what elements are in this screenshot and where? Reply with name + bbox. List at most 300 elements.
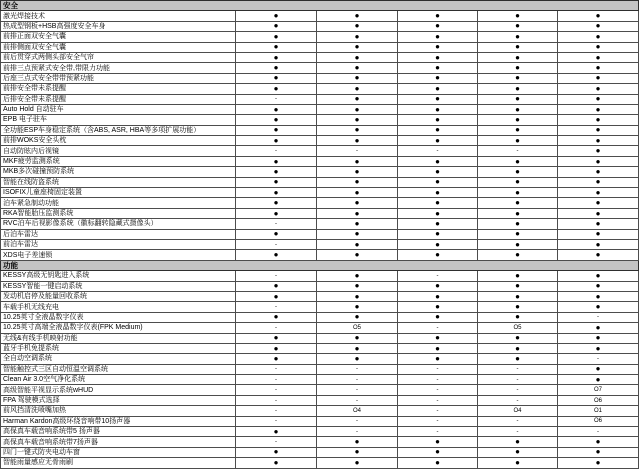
feature-dot: ● bbox=[236, 21, 317, 31]
feature-dot: ● bbox=[558, 21, 639, 31]
table-row bbox=[1, 21, 639, 31]
feature-dot: ● bbox=[236, 198, 317, 208]
table-row bbox=[1, 167, 639, 177]
feature-value: - bbox=[236, 395, 317, 405]
feature-value: - bbox=[398, 364, 478, 374]
table-row bbox=[1, 84, 639, 94]
table-row bbox=[1, 52, 639, 62]
feature-label: KESSY智能一键启动系统 bbox=[1, 281, 236, 291]
feature-dot: ● bbox=[398, 32, 478, 42]
feature-dot: ● bbox=[478, 354, 558, 364]
feature-dot: ● bbox=[317, 136, 398, 146]
feature-label: 全自动空调系统 bbox=[1, 354, 236, 364]
feature-dot: ● bbox=[317, 63, 398, 73]
feature-value: - bbox=[236, 146, 317, 156]
feature-value: - bbox=[236, 437, 317, 447]
feature-dot: ● bbox=[236, 115, 317, 125]
feature-dot: ● bbox=[558, 281, 639, 291]
feature-label: 车载手机无线充电 bbox=[1, 302, 236, 312]
feature-dot: ● bbox=[317, 11, 398, 21]
feature-dot: ● bbox=[398, 84, 478, 94]
feature-dot: ● bbox=[236, 104, 317, 114]
feature-dot: ● bbox=[317, 447, 398, 457]
feature-dot: ● bbox=[317, 333, 398, 343]
feature-dot: ● bbox=[317, 125, 398, 135]
feature-dot: ● bbox=[398, 219, 478, 229]
feature-value: - bbox=[478, 364, 558, 374]
feature-dot: ● bbox=[558, 208, 639, 218]
table-row bbox=[1, 323, 639, 333]
table-row bbox=[1, 333, 639, 343]
feature-dot: ● bbox=[398, 63, 478, 73]
feature-dot: ● bbox=[558, 364, 639, 374]
feature-dot: ● bbox=[478, 198, 558, 208]
feature-dot: ● bbox=[398, 447, 478, 457]
feature-dot: ● bbox=[558, 302, 639, 312]
table-row bbox=[1, 104, 639, 114]
feature-value: - bbox=[317, 395, 398, 405]
feature-value: - bbox=[317, 416, 398, 426]
feature-value: - bbox=[398, 146, 478, 156]
feature-dot: ● bbox=[558, 125, 639, 135]
section-title: 安全 bbox=[1, 1, 639, 11]
table-row bbox=[1, 42, 639, 52]
feature-dot: ● bbox=[398, 239, 478, 249]
feature-dot: ● bbox=[558, 146, 639, 156]
table-row bbox=[1, 458, 639, 468]
table-row bbox=[1, 271, 639, 281]
feature-label: 前排安全带未系提醒 bbox=[1, 84, 236, 94]
feature-value: - bbox=[558, 354, 639, 364]
feature-dot: ● bbox=[558, 437, 639, 447]
table-row bbox=[1, 32, 639, 42]
table-row bbox=[1, 115, 639, 125]
feature-label: MKF疲劳监测系统 bbox=[1, 156, 236, 166]
feature-dot: ● bbox=[317, 94, 398, 104]
feature-value: - bbox=[317, 364, 398, 374]
feature-dot: ● bbox=[478, 302, 558, 312]
table-row bbox=[1, 94, 639, 104]
feature-label: 前泊车雷达 bbox=[1, 239, 236, 249]
feature-dot: ● bbox=[478, 271, 558, 281]
feature-dot: ● bbox=[317, 271, 398, 281]
feature-dot: ● bbox=[478, 312, 558, 322]
feature-value: - bbox=[236, 416, 317, 426]
feature-dot: ● bbox=[558, 458, 639, 468]
feature-dot: ● bbox=[558, 104, 639, 114]
feature-dot: ● bbox=[317, 354, 398, 364]
feature-dot: ● bbox=[236, 250, 317, 260]
feature-value: - bbox=[478, 416, 558, 426]
feature-dot: ● bbox=[236, 125, 317, 135]
feature-value: - bbox=[317, 146, 398, 156]
feature-value: - bbox=[317, 375, 398, 385]
feature-dot: ● bbox=[558, 229, 639, 239]
feature-label: Clean Air 3.0空气净化系统 bbox=[1, 375, 236, 385]
feature-dot: ● bbox=[398, 437, 478, 447]
feature-dot: ● bbox=[398, 198, 478, 208]
feature-dot: ● bbox=[317, 177, 398, 187]
feature-dot: ● bbox=[398, 136, 478, 146]
feature-value: - bbox=[236, 219, 317, 229]
feature-label: 后排安全带未系提醒 bbox=[1, 94, 236, 104]
feature-label: 自动防眩内后视镜 bbox=[1, 146, 236, 156]
table-row bbox=[1, 188, 639, 198]
feature-dot: ● bbox=[478, 63, 558, 73]
feature-label: 前后贯穿式两侧头部安全气帘 bbox=[1, 52, 236, 62]
feature-label: 10.25英寸高端全液晶数字仪表(FPK Medium) bbox=[1, 323, 236, 333]
table-row bbox=[1, 364, 639, 374]
feature-dot: ● bbox=[398, 11, 478, 21]
table-row bbox=[1, 302, 639, 312]
feature-dot: ● bbox=[398, 312, 478, 322]
feature-dot: ● bbox=[236, 291, 317, 301]
feature-dot: ● bbox=[236, 11, 317, 21]
table-row bbox=[1, 177, 639, 187]
feature-dot: ● bbox=[478, 42, 558, 52]
table-row bbox=[1, 385, 639, 395]
feature-value: - bbox=[236, 323, 317, 333]
feature-label: 热成型钢板+HSB高强度安全车身 bbox=[1, 21, 236, 31]
feature-dot: ● bbox=[317, 250, 398, 260]
feature-dot: ● bbox=[478, 156, 558, 166]
feature-dot: ● bbox=[236, 333, 317, 343]
feature-dot: ● bbox=[236, 42, 317, 52]
feature-label: RKA智能胎压监测系统 bbox=[1, 208, 236, 218]
feature-value: - bbox=[478, 427, 558, 437]
feature-value: - bbox=[236, 375, 317, 385]
feature-dot: ● bbox=[558, 177, 639, 187]
feature-dot: ● bbox=[558, 167, 639, 177]
feature-dot: ● bbox=[398, 167, 478, 177]
table-row bbox=[1, 395, 639, 405]
feature-label: 高级智能平视显示系统wHUD bbox=[1, 385, 236, 395]
feature-dot: ● bbox=[478, 333, 558, 343]
feature-dot: ● bbox=[236, 458, 317, 468]
feature-dot: ● bbox=[478, 250, 558, 260]
feature-label: MKB多次碰撞预防系统 bbox=[1, 167, 236, 177]
table-row bbox=[1, 198, 639, 208]
feature-value: - bbox=[236, 364, 317, 374]
table-row bbox=[1, 437, 639, 447]
feature-value: - bbox=[236, 239, 317, 249]
feature-dot: ● bbox=[317, 229, 398, 239]
feature-dot: ● bbox=[478, 188, 558, 198]
feature-label: 全功能ESP车身稳定系统（含ABS, ASR, HBA等多项扩展功能） bbox=[1, 125, 236, 135]
feature-dot: ● bbox=[236, 32, 317, 42]
feature-dot: ● bbox=[398, 354, 478, 364]
feature-dot: ● bbox=[317, 42, 398, 52]
feature-value: - bbox=[398, 323, 478, 333]
feature-dot: ● bbox=[236, 136, 317, 146]
feature-label: 10.25英寸全液晶数字仪表 bbox=[1, 312, 236, 322]
feature-value: - bbox=[558, 427, 639, 437]
feature-dot: ● bbox=[236, 427, 317, 437]
feature-dot: ● bbox=[398, 333, 478, 343]
feature-dot: ● bbox=[317, 156, 398, 166]
feature-dot: ● bbox=[478, 21, 558, 31]
feature-dot: ● bbox=[558, 188, 639, 198]
feature-dot: ● bbox=[398, 52, 478, 62]
feature-dot: ● bbox=[558, 447, 639, 457]
feature-dot: ● bbox=[558, 271, 639, 281]
feature-dot: ● bbox=[478, 177, 558, 187]
feature-label: 智能触控式三区自动恒温空调系统 bbox=[1, 364, 236, 374]
feature-dot: ● bbox=[317, 188, 398, 198]
feature-label: Auto Hold 自动驻车 bbox=[1, 104, 236, 114]
feature-dot: ● bbox=[558, 84, 639, 94]
feature-dot: ● bbox=[236, 63, 317, 73]
table-row bbox=[1, 73, 639, 83]
feature-dot: ● bbox=[317, 198, 398, 208]
feature-label: 后座三点式安全带带预紧功能 bbox=[1, 73, 236, 83]
table-row bbox=[1, 406, 639, 416]
feature-dot: ● bbox=[478, 281, 558, 291]
feature-value: O4 bbox=[317, 406, 398, 416]
feature-dot: ● bbox=[398, 21, 478, 31]
feature-dot: ● bbox=[558, 323, 639, 333]
feature-dot: ● bbox=[317, 281, 398, 291]
feature-label: EPB 电子驻车 bbox=[1, 115, 236, 125]
feature-value: O5 bbox=[478, 323, 558, 333]
feature-dot: ● bbox=[398, 458, 478, 468]
feature-dot: ● bbox=[398, 208, 478, 218]
spec-table-body bbox=[1, 1, 639, 469]
feature-dot: ● bbox=[317, 437, 398, 447]
feature-dot: ● bbox=[317, 291, 398, 301]
feature-label: 前排三点预紧式安全带,带限力功能 bbox=[1, 63, 236, 73]
table-row bbox=[1, 219, 639, 229]
feature-dot: ● bbox=[558, 239, 639, 249]
feature-dot: ● bbox=[558, 343, 639, 353]
section-title: 功能 bbox=[1, 260, 639, 270]
feature-dot: ● bbox=[317, 104, 398, 114]
feature-value: - bbox=[478, 146, 558, 156]
section-header-row bbox=[1, 1, 639, 11]
table-row bbox=[1, 146, 639, 156]
feature-value: O6 bbox=[558, 416, 639, 426]
feature-dot: ● bbox=[558, 198, 639, 208]
feature-dot: ● bbox=[558, 94, 639, 104]
feature-value: - bbox=[236, 271, 317, 281]
table-row bbox=[1, 343, 639, 353]
feature-label: 前排侧面双安全气囊 bbox=[1, 42, 236, 52]
feature-dot: ● bbox=[236, 84, 317, 94]
table-row bbox=[1, 427, 639, 437]
feature-dot: ● bbox=[317, 208, 398, 218]
feature-dot: ● bbox=[478, 136, 558, 146]
table-row bbox=[1, 250, 639, 260]
feature-value: - bbox=[478, 395, 558, 405]
feature-label: 高保真车载音响系统带7扬声器 bbox=[1, 437, 236, 447]
feature-dot: ● bbox=[398, 250, 478, 260]
feature-value: - bbox=[478, 385, 558, 395]
feature-dot: ● bbox=[558, 375, 639, 385]
feature-value: - bbox=[478, 375, 558, 385]
feature-dot: ● bbox=[398, 291, 478, 301]
feature-dot: ● bbox=[478, 32, 558, 42]
feature-dot: ● bbox=[236, 281, 317, 291]
feature-value: - bbox=[236, 94, 317, 104]
table-row bbox=[1, 156, 639, 166]
table-row bbox=[1, 11, 639, 21]
table-row bbox=[1, 447, 639, 457]
feature-value: - bbox=[398, 375, 478, 385]
feature-dot: ● bbox=[236, 52, 317, 62]
feature-value: - bbox=[317, 385, 398, 395]
feature-label: 智能在线防盗系统 bbox=[1, 177, 236, 187]
feature-dot: ● bbox=[478, 73, 558, 83]
feature-dot: ● bbox=[398, 302, 478, 312]
feature-dot: ● bbox=[398, 188, 478, 198]
feature-dot: ● bbox=[236, 188, 317, 198]
feature-label: 前排WOKS安全头枕 bbox=[1, 136, 236, 146]
feature-dot: ● bbox=[478, 115, 558, 125]
table-row bbox=[1, 375, 639, 385]
feature-dot: ● bbox=[558, 291, 639, 301]
feature-value: - bbox=[236, 406, 317, 416]
feature-dot: ● bbox=[478, 167, 558, 177]
feature-dot: ● bbox=[478, 437, 558, 447]
feature-dot: ● bbox=[236, 177, 317, 187]
table-row bbox=[1, 416, 639, 426]
feature-dot: ● bbox=[236, 229, 317, 239]
feature-dot: ● bbox=[478, 11, 558, 21]
table-row bbox=[1, 208, 639, 218]
feature-dot: ● bbox=[558, 333, 639, 343]
feature-value: O6 bbox=[558, 395, 639, 405]
feature-label: 前排正面双安全气囊 bbox=[1, 32, 236, 42]
feature-dot: ● bbox=[236, 343, 317, 353]
feature-value: - bbox=[398, 395, 478, 405]
feature-label: 泊车紧急制动功能 bbox=[1, 198, 236, 208]
feature-value: O4 bbox=[478, 406, 558, 416]
feature-dot: ● bbox=[398, 229, 478, 239]
feature-label: 后泊车雷达 bbox=[1, 229, 236, 239]
feature-dot: ● bbox=[317, 167, 398, 177]
feature-dot: ● bbox=[478, 239, 558, 249]
section-header-row bbox=[1, 260, 639, 270]
feature-value: - bbox=[398, 406, 478, 416]
feature-label: 智能雨量感应无骨雨刷 bbox=[1, 458, 236, 468]
feature-dot: ● bbox=[398, 281, 478, 291]
feature-value: - bbox=[398, 427, 478, 437]
feature-dot: ● bbox=[478, 447, 558, 457]
feature-dot: ● bbox=[558, 219, 639, 229]
feature-dot: ● bbox=[398, 104, 478, 114]
feature-dot: ● bbox=[478, 208, 558, 218]
feature-dot: ● bbox=[558, 11, 639, 21]
feature-value: - bbox=[236, 385, 317, 395]
feature-value: O5 bbox=[317, 323, 398, 333]
feature-dot: ● bbox=[236, 73, 317, 83]
feature-dot: ● bbox=[317, 458, 398, 468]
feature-dot: ● bbox=[558, 52, 639, 62]
feature-dot: ● bbox=[478, 229, 558, 239]
feature-dot: ● bbox=[478, 104, 558, 114]
feature-dot: ● bbox=[478, 291, 558, 301]
table-row bbox=[1, 125, 639, 135]
table-row bbox=[1, 229, 639, 239]
feature-dot: ● bbox=[317, 219, 398, 229]
feature-dot: ● bbox=[558, 32, 639, 42]
feature-label: RVC泊车后视影像系统（徽标翻转隐藏式摄像头） bbox=[1, 219, 236, 229]
feature-label: KESSY高级无钥匙进入系统 bbox=[1, 271, 236, 281]
feature-dot: ● bbox=[558, 42, 639, 52]
feature-label: ISOFIX儿童座椅固定装置 bbox=[1, 188, 236, 198]
feature-label: 四门一键式防夹电动车窗 bbox=[1, 447, 236, 457]
feature-value: - bbox=[558, 312, 639, 322]
feature-dot: ● bbox=[236, 208, 317, 218]
feature-dot: ● bbox=[478, 94, 558, 104]
feature-value: - bbox=[398, 271, 478, 281]
feature-dot: ● bbox=[398, 115, 478, 125]
feature-dot: ● bbox=[317, 343, 398, 353]
table-row bbox=[1, 354, 639, 364]
feature-dot: ● bbox=[317, 32, 398, 42]
feature-dot: ● bbox=[398, 42, 478, 52]
feature-dot: ● bbox=[398, 94, 478, 104]
feature-label: 高保真车载音响系统带5 扬声器 bbox=[1, 427, 236, 437]
feature-dot: ● bbox=[398, 177, 478, 187]
table-row bbox=[1, 136, 639, 146]
feature-label: FPA 驾驶模式选择 bbox=[1, 395, 236, 405]
feature-dot: ● bbox=[317, 73, 398, 83]
feature-value: - bbox=[398, 385, 478, 395]
feature-value: - bbox=[398, 416, 478, 426]
feature-dot: ● bbox=[236, 156, 317, 166]
feature-dot: ● bbox=[236, 447, 317, 457]
feature-dot: ● bbox=[317, 52, 398, 62]
feature-label: 无线&有线手机映射功能 bbox=[1, 333, 236, 343]
feature-dot: ● bbox=[478, 458, 558, 468]
feature-value: - bbox=[317, 427, 398, 437]
feature-dot: ● bbox=[478, 84, 558, 94]
feature-value: - bbox=[236, 302, 317, 312]
feature-dot: ● bbox=[558, 63, 639, 73]
feature-dot: ● bbox=[236, 167, 317, 177]
feature-value: O1 bbox=[558, 406, 639, 416]
feature-dot: ● bbox=[478, 52, 558, 62]
feature-value: O7 bbox=[558, 385, 639, 395]
feature-dot: ● bbox=[478, 125, 558, 135]
feature-dot: ● bbox=[317, 84, 398, 94]
feature-label: 前风挡清洗喷嘴加热 bbox=[1, 406, 236, 416]
table-row bbox=[1, 239, 639, 249]
feature-dot: ● bbox=[236, 312, 317, 322]
feature-dot: ● bbox=[236, 354, 317, 364]
table-row bbox=[1, 291, 639, 301]
table-row bbox=[1, 281, 639, 291]
feature-dot: ● bbox=[478, 219, 558, 229]
feature-label: XDS电子差速锁 bbox=[1, 250, 236, 260]
feature-dot: ● bbox=[317, 302, 398, 312]
table-row bbox=[1, 312, 639, 322]
feature-dot: ● bbox=[398, 156, 478, 166]
table-row bbox=[1, 63, 639, 73]
feature-dot: ● bbox=[558, 250, 639, 260]
feature-dot: ● bbox=[558, 115, 639, 125]
feature-dot: ● bbox=[398, 343, 478, 353]
feature-label: 蓝牙手机免提系统 bbox=[1, 343, 236, 353]
feature-dot: ● bbox=[317, 115, 398, 125]
feature-dot: ● bbox=[398, 125, 478, 135]
feature-dot: ● bbox=[317, 21, 398, 31]
feature-dot: ● bbox=[398, 73, 478, 83]
feature-dot: ● bbox=[558, 156, 639, 166]
feature-dot: ● bbox=[558, 73, 639, 83]
feature-label: 激光焊接技术 bbox=[1, 11, 236, 21]
